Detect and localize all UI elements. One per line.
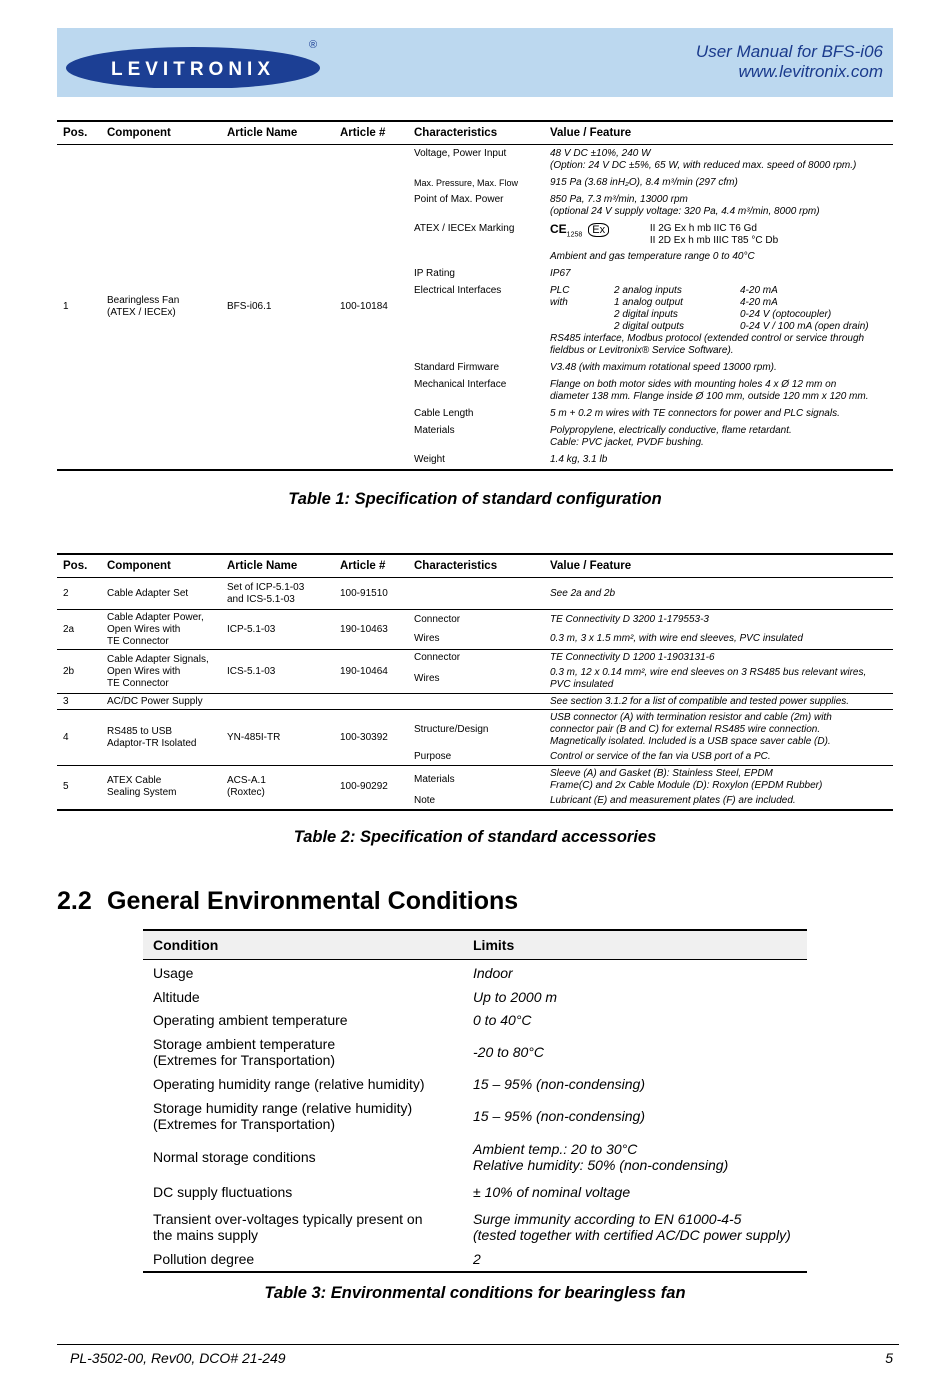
char-cell (408, 694, 544, 710)
table-row: DC supply fluctuations ± 10% of nominal voltage (153, 1183, 631, 1200)
component-cell: RS485 to USB Adaptor-TR Isolated (101, 710, 221, 766)
value-cell: 0.3 m, 12 x 0.14 mm², wire end sleeves on 3 RS485 bus relevant wires, PVC insulated (544, 666, 893, 694)
char-cell: Materials (414, 773, 455, 785)
char-cell: Wires (408, 630, 544, 650)
char-cell: Voltage, Power Input (414, 148, 507, 159)
table-row: Operating humidity range (relative humidity) 15 – 95% (non-condensing) (153, 1075, 646, 1092)
value-cell: 0.3 m, 3 x 1.5 mm², with wire end sleeves, PVC insulated (544, 630, 893, 650)
char-cell: Electrical Interfaces (414, 285, 502, 296)
value-cell: Lubricant (E) and measurement plates (F) are included. (544, 794, 893, 810)
table-row: Pollution degree 2 (143, 1248, 807, 1272)
footer-divider (57, 1344, 899, 1345)
website-link[interactable]: www.levitronix.com (738, 62, 883, 81)
logo-registered-mark: ® (309, 39, 318, 51)
char-cell: Mechanical Interface (414, 379, 507, 390)
col-header: Pos. (57, 554, 101, 578)
table-row (57, 766, 893, 794)
article-no-cell: 190-10463 (334, 610, 408, 650)
char-cell: Point of Max. Power (414, 194, 504, 205)
table-row (57, 710, 893, 750)
value-cell: See 2a and 2b (544, 578, 893, 610)
article-name-cell: BFS-i06.1 (221, 145, 334, 471)
value-cell: IP67 (550, 268, 571, 279)
article-no-cell: 100-30392 (334, 710, 408, 766)
component-cell: Cable Adapter Power, Open Wires with TE Connector (101, 610, 221, 650)
value-cell: TE Connectivity D 3200 1-179553-3 (550, 613, 709, 625)
article-name-cell: ACS-A.1 (Roxtec) (221, 766, 334, 810)
value-cell: 48 V DC ±10%, 240 W (Option: 24 V DC ±5%, 65 W, with reduced max. speed of 8000 rpm.) (550, 148, 857, 171)
col-header: Limits (463, 930, 807, 960)
ce-ex-marks: $CE_{1258}$ Ex (550, 223, 609, 241)
col-header: Article # (334, 554, 408, 578)
col-header: Component (101, 121, 221, 145)
table-row (57, 610, 893, 630)
component-cell: ATEX Cable Sealing System (101, 766, 221, 810)
value-cell: Control or service of the fan via USB port of a PC. (544, 750, 893, 766)
pos-cell: 5 (57, 766, 101, 810)
page-header (57, 28, 893, 97)
col-header: Characteristics (408, 554, 544, 578)
article-name-cell: YN-485I-TR (221, 710, 334, 766)
levitronix-logo (65, 38, 325, 88)
value-cell: $CE_{1258}$ Ex II 2G Ex h mb IIC T6 Gd II 2D Ex h mb IIIC T85 °C Db Ambient and gas temperature range 0 to 40°C (550, 222, 779, 262)
value-cell: 850 Pa, 7.3 m³/min, 13000 rpm (optional 24 V supply voltage: 320 Pa, 4.4 m³/min, 8000 rpm) (550, 194, 820, 217)
table2-caption: Table 2: Specification of standard accessories (293, 828, 657, 846)
char-cell: Connector (414, 613, 461, 625)
col-header: Article Name (221, 554, 334, 578)
char-cell: Structure/Design (414, 723, 489, 735)
ex-mark-icon: Ex (588, 223, 609, 237)
col-header: Article # (334, 121, 408, 145)
table-row: Storage ambient temperature (Extremes for Transportation) -20 to 80°C (153, 1035, 544, 1068)
manual-title: User Manual for BFS-i06 (695, 42, 883, 61)
table3-caption: Table 3: Environmental conditions for bearingless fan (264, 1284, 686, 1302)
table1-caption: Table 1: Specification of standard configuration (288, 490, 662, 508)
pos-cell: 1 (57, 145, 101, 471)
table-environmental-conditions (143, 929, 807, 1273)
value-cell: Flange on both motor sides with mounting holes 4 x Ø 12 mm on diameter 138 mm. Flange inside Ø 100 mm, outside 120 mm x 120 mm. (550, 379, 869, 402)
article-no-cell: 100-90292 (334, 766, 408, 810)
value-cell: Polypropylene, electrically conductive, flame retardant. Cable: PVC jacket, PVDF bushing. (550, 425, 792, 448)
table-row (57, 694, 893, 710)
article-name-cell: ICP-5.1-03 (221, 610, 334, 650)
value-cell: 1.4 kg, 3.1 lb (544, 453, 893, 470)
table-row: Transient over-voltages typically present on the mains supply Surge immunity according to EN 61000-4-5 (tested together with certified AC/DC power supply) (153, 1210, 791, 1243)
article-no-cell: 100-10184 (334, 145, 408, 471)
char-cell: Connector (414, 651, 461, 663)
col-header: Pos. (57, 121, 101, 145)
char-cell: Materials (414, 425, 455, 436)
char-cell: Max. Pressure, Max. Flow (414, 178, 519, 188)
table-row: Normal storage conditions Ambient temp.: 20 to 30°C Relative humidity: 50% (non-condensing) (153, 1140, 729, 1173)
value-cell: See section 3.1.2 for a list of compatible and tested power supplies. (544, 694, 893, 710)
char-cell: ATEX / IECEx Marking (414, 223, 515, 234)
value-cell: V3.48 (with maximum rotational speed 13000 rpm). (550, 362, 777, 373)
table-row (57, 578, 893, 610)
value-cell: USB connector (A) with termination resistor and cable (2m) with connector pair (B and C) for external RS485 wire connection. Magnetically isolated. Included is a USB space saver cable (D). (550, 711, 832, 747)
component-cell: Cable Adapter Signals, Open Wires with TE Connector (101, 650, 221, 694)
article-name-cell: ICS-5.1-03 (221, 650, 334, 694)
table-row: Usage Indoor (153, 964, 513, 981)
value-cell: PLC 2 analog inputs 4-20 mA with 1 analog output 4-20 mA 2 digital inputs 0-24 V (optocoupler) 2 digital outputs 0-24 V / 100 mA (open drain) RS485 interface, Modbus protocol (extended control or service through fieldbus or Levitronix® Service Software). (550, 285, 869, 356)
table-row: Altitude Up to 2000 m (153, 988, 558, 1005)
page-number: 5 (885, 1350, 893, 1366)
table-row: Operating ambient temperature 0 to 40°C (153, 1011, 532, 1028)
footer-doc-id: PL-3502-00, Rev00, DCO# 21-249 (70, 1350, 286, 1366)
component-cell: Cable Adapter Set (101, 578, 221, 610)
col-header: Characteristics (408, 121, 544, 145)
article-no-cell (334, 694, 408, 710)
article-no-cell: 100-91510 (334, 578, 408, 610)
pos-cell: 2a (57, 610, 101, 650)
article-name-cell: Set of ICP-5.1-03 and ICS-5.1-03 (221, 578, 334, 610)
table-standard-accessories (57, 553, 893, 811)
char-cell: Wires (408, 666, 544, 694)
component-cell: Bearingless Fan (ATEX / IECEx) (101, 145, 221, 471)
component-cell: AC/DC Power Supply (101, 694, 221, 710)
value-cell: 5 m + 0.2 m wires with TE connectors for power and PLC signals. (550, 408, 840, 419)
value-cell: Sleeve (A) and Gasket (B): Stainless Steel, EPDM Frame(C) and 2x Cable Module (D): Roxylon (EPDM Rubber) (550, 767, 823, 791)
table-row (57, 650, 893, 666)
col-header: Value / Feature (544, 121, 893, 145)
char-cell: Standard Firmware (414, 362, 500, 373)
col-header: Article Name (221, 121, 334, 145)
col-header: Component (101, 554, 221, 578)
char-cell: Weight (408, 453, 544, 470)
pos-cell: 3 (57, 694, 101, 710)
char-cell: Note (408, 794, 544, 810)
char-cell: IP Rating (414, 268, 455, 279)
value-cell: 915 Pa (3.68 inH₂O), 8.4 m³/min (297 cfm) (550, 177, 738, 188)
article-name-cell (221, 694, 334, 710)
pos-cell: 4 (57, 710, 101, 766)
section-heading: 2.2 General Environmental Conditions (57, 887, 519, 915)
logo-text: LEVITRONIX (110, 59, 276, 80)
char-cell: Purpose (408, 750, 544, 766)
col-header: Value / Feature (544, 554, 893, 578)
table-standard-configuration (57, 120, 893, 471)
article-no-cell: 190-10464 (334, 650, 408, 694)
char-cell: Cable Length (414, 408, 474, 419)
pos-cell: 2 (57, 578, 101, 610)
table-row: Storage humidity range (relative humidity) (Extremes for Transportation) 15 – 95% (non-condensing) (153, 1099, 646, 1132)
pos-cell: 2b (57, 650, 101, 694)
col-header: Condition (143, 930, 463, 960)
char-cell (408, 578, 544, 610)
value-cell: TE Connectivity D 1200 1-1903131-6 (550, 651, 715, 663)
ce-mark-icon: CE (550, 222, 567, 236)
